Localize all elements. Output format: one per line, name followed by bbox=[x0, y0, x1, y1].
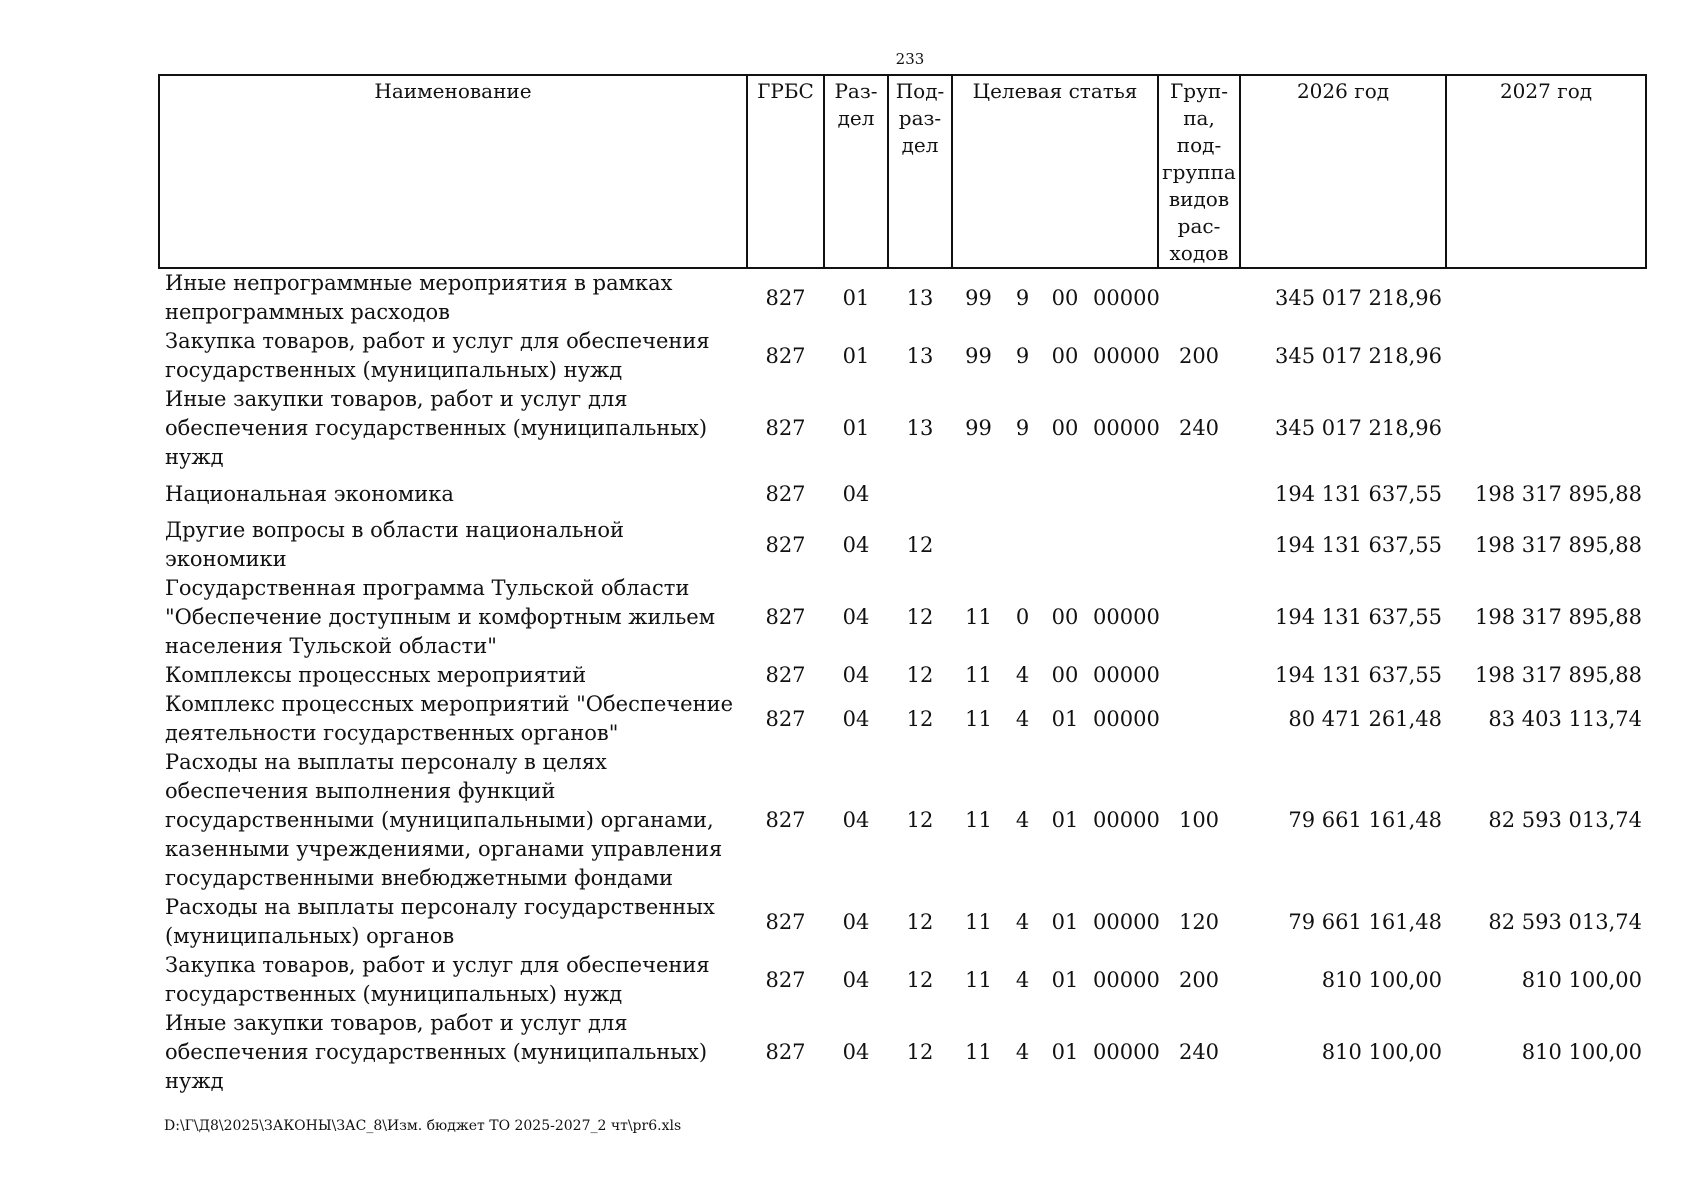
header-year-2027: 2027 год bbox=[1446, 75, 1646, 268]
cell-razdel: 04 bbox=[842, 909, 870, 934]
cell-podrazdel bbox=[888, 472, 952, 516]
cell-grbs: 827 bbox=[765, 605, 806, 629]
cell-grbs: 827 bbox=[765, 532, 806, 557]
cell-amount-2026: 80 471 261,48 bbox=[1288, 706, 1442, 731]
header-razdel-text: Раз- дел bbox=[834, 79, 878, 130]
cell-target-program: 11 bbox=[965, 967, 992, 992]
cell-target-program bbox=[952, 516, 1005, 574]
cell-amount-2026: 194 131 637,55 bbox=[1275, 663, 1442, 687]
cell-podrazdel: 12 bbox=[906, 663, 934, 687]
header-expense-group bbox=[1158, 75, 1240, 268]
cell-target-event: 00 bbox=[1051, 416, 1079, 440]
cell-name: Закупка товаров, работ и услуг для обеспечения государственных (муниципальных) нужд bbox=[165, 329, 710, 382]
cell-amount-2026: 79 661 161,48 bbox=[1288, 909, 1442, 934]
cell-name: Расходы на выплаты персоналу государственных (муниципальных) органов bbox=[165, 895, 715, 948]
cell-podrazdel: 12 bbox=[906, 909, 934, 934]
cell-target-event: 00 bbox=[1051, 663, 1079, 687]
cell-target-program: 11 bbox=[965, 663, 992, 687]
table-row bbox=[159, 690, 1646, 748]
cell-target-direction: 00000 bbox=[1093, 605, 1160, 629]
cell-target-direction bbox=[1090, 472, 1158, 516]
cell-grbs: 827 bbox=[765, 343, 806, 368]
cell-target-event: 01 bbox=[1051, 1040, 1079, 1064]
cell-razdel: 04 bbox=[842, 532, 870, 557]
cell-target-direction bbox=[1090, 516, 1158, 574]
cell-expense-group bbox=[1158, 574, 1240, 661]
cell-target-direction: 00000 bbox=[1093, 1040, 1160, 1064]
cell-name: Иные непрограммные мероприятия в рамках непрограммных расходов bbox=[165, 271, 673, 324]
cell-name: Комплексы процессных мероприятий bbox=[165, 663, 587, 687]
cell-grbs: 827 bbox=[765, 808, 806, 832]
cell-amount-2027 bbox=[1446, 268, 1646, 327]
cell-target-program: 11 bbox=[965, 808, 992, 832]
cell-target-direction: 00000 bbox=[1093, 967, 1160, 992]
cell-grbs: 827 bbox=[765, 481, 806, 506]
cell-target-program: 99 bbox=[965, 416, 992, 440]
cell-razdel: 01 bbox=[842, 416, 870, 440]
cell-target-program: 11 bbox=[965, 1040, 992, 1064]
table-row bbox=[159, 661, 1646, 690]
cell-expense-group: 120 bbox=[1178, 909, 1220, 934]
cell-expense-group: 240 bbox=[1178, 1040, 1220, 1064]
cell-target-program: 11 bbox=[965, 909, 992, 934]
table-row bbox=[159, 385, 1646, 472]
header-podrazdel bbox=[888, 75, 952, 268]
cell-target-program: 11 bbox=[965, 605, 992, 629]
cell-razdel: 04 bbox=[842, 808, 870, 832]
table-row bbox=[159, 268, 1646, 327]
header-grbs: ГРБС bbox=[747, 75, 824, 268]
cell-amount-2026: 194 131 637,55 bbox=[1275, 532, 1442, 557]
header-podrazdel-text: Под- раз- дел bbox=[895, 79, 945, 157]
cell-target-direction: 00000 bbox=[1093, 808, 1160, 832]
cell-expense-group bbox=[1158, 268, 1240, 327]
cell-expense-group bbox=[1158, 690, 1240, 748]
cell-name: Иные закупки товаров, работ и услуг для обеспечения государственных (муниципальных) нужд bbox=[165, 387, 708, 469]
cell-target-direction: 00000 bbox=[1093, 343, 1160, 368]
cell-target-subprogram: 9 bbox=[1015, 343, 1030, 368]
cell-name: Иные закупки товаров, работ и услуг для обеспечения государственных (муниципальных) нужд bbox=[165, 1011, 708, 1093]
cell-amount-2026: 810 100,00 bbox=[1321, 967, 1442, 992]
cell-amount-2027: 198 317 895,88 bbox=[1475, 532, 1642, 557]
cell-target-program: 11 bbox=[965, 706, 992, 731]
cell-target-event: 01 bbox=[1051, 808, 1079, 832]
table-header-row bbox=[159, 75, 1646, 268]
cell-amount-2027 bbox=[1446, 327, 1646, 385]
table-row bbox=[159, 1009, 1646, 1096]
cell-target-direction: 00000 bbox=[1093, 909, 1160, 934]
cell-amount-2026: 194 131 637,55 bbox=[1275, 605, 1442, 629]
cell-name: Национальная экономика bbox=[165, 481, 454, 506]
cell-razdel: 04 bbox=[842, 481, 870, 506]
cell-target-event bbox=[1040, 516, 1090, 574]
cell-name: Закупка товаров, работ и услуг для обеспечения государственных (муниципальных) нужд bbox=[165, 953, 710, 1006]
cell-target-event: 00 bbox=[1051, 285, 1079, 310]
cell-razdel: 04 bbox=[842, 967, 870, 992]
cell-target-subprogram: 9 bbox=[1015, 285, 1030, 310]
cell-target-subprogram bbox=[1005, 516, 1040, 574]
cell-podrazdel: 12 bbox=[906, 808, 934, 832]
cell-podrazdel: 13 bbox=[906, 285, 934, 310]
cell-target-subprogram: 4 bbox=[1015, 967, 1030, 992]
cell-podrazdel: 13 bbox=[906, 416, 934, 440]
cell-razdel: 04 bbox=[842, 706, 870, 731]
cell-target-program: 99 bbox=[965, 343, 992, 368]
cell-target-event: 01 bbox=[1051, 706, 1079, 731]
cell-amount-2026: 194 131 637,55 bbox=[1275, 481, 1442, 506]
table-row bbox=[159, 893, 1646, 951]
cell-expense-group: 200 bbox=[1178, 967, 1220, 992]
cell-target-subprogram: 0 bbox=[1015, 605, 1030, 629]
header-expense-group-text: Груп- па, под- группа видов рас- ходов bbox=[1162, 79, 1236, 265]
cell-target-event bbox=[1040, 472, 1090, 516]
cell-target-direction: 00000 bbox=[1093, 285, 1160, 310]
cell-podrazdel: 12 bbox=[906, 532, 934, 557]
cell-expense-group: 240 bbox=[1178, 416, 1220, 440]
table-row bbox=[159, 951, 1646, 1009]
cell-grbs: 827 bbox=[765, 1040, 806, 1064]
cell-target-program: 99 bbox=[965, 285, 992, 310]
cell-podrazdel: 12 bbox=[906, 605, 934, 629]
cell-grbs: 827 bbox=[765, 909, 806, 934]
cell-podrazdel: 13 bbox=[906, 343, 934, 368]
cell-amount-2027: 198 317 895,88 bbox=[1475, 663, 1642, 687]
cell-razdel: 04 bbox=[842, 663, 870, 687]
cell-grbs: 827 bbox=[765, 967, 806, 992]
cell-amount-2027 bbox=[1446, 385, 1646, 472]
cell-target-program bbox=[952, 472, 1005, 516]
cell-expense-group: 200 bbox=[1178, 343, 1220, 368]
cell-target-subprogram: 4 bbox=[1015, 808, 1030, 832]
cell-amount-2027: 83 403 113,74 bbox=[1488, 706, 1642, 731]
cell-podrazdel: 12 bbox=[906, 1040, 934, 1064]
table-row bbox=[159, 516, 1646, 574]
cell-target-subprogram: 4 bbox=[1015, 663, 1030, 687]
cell-expense-group: 100 bbox=[1178, 808, 1220, 832]
cell-name: Расходы на выплаты персоналу в целях обеспечения выполнения функций государственными (муниципальными) органами, казенными учреждениями, органами управления государственными внебюджетными фондами bbox=[165, 750, 723, 890]
cell-razdel: 01 bbox=[842, 285, 870, 310]
cell-name: Комплекс процессных мероприятий "Обеспечение деятельности государственных органов" bbox=[165, 692, 734, 745]
cell-amount-2026: 345 017 218,96 bbox=[1275, 343, 1442, 368]
cell-amount-2026: 810 100,00 bbox=[1321, 1040, 1442, 1064]
table-row bbox=[159, 327, 1646, 385]
cell-target-subprogram: 4 bbox=[1015, 1040, 1030, 1064]
header-target-article: Целевая статья bbox=[952, 75, 1158, 268]
table-body bbox=[159, 268, 1646, 1096]
cell-grbs: 827 bbox=[765, 706, 806, 731]
file-path-footer: D:\Г\Д8\2025\ЗАКОНЫ\ЗАС_8\Изм. бюджет ТО 2025-2027_2 чт\pr6.xls bbox=[164, 1118, 682, 1134]
cell-grbs: 827 bbox=[765, 663, 806, 687]
cell-expense-group bbox=[1158, 661, 1240, 690]
cell-amount-2027: 810 100,00 bbox=[1521, 967, 1642, 992]
cell-target-direction: 00000 bbox=[1093, 663, 1160, 687]
cell-razdel: 04 bbox=[842, 1040, 870, 1064]
cell-grbs: 827 bbox=[765, 416, 806, 440]
cell-target-subprogram: 4 bbox=[1015, 706, 1030, 731]
header-razdel bbox=[824, 75, 888, 268]
cell-target-direction: 00000 bbox=[1093, 416, 1160, 440]
cell-name: Другие вопросы в области национальной экономики bbox=[165, 518, 624, 571]
cell-amount-2027: 810 100,00 bbox=[1521, 1040, 1642, 1064]
cell-target-event: 01 bbox=[1051, 967, 1079, 992]
cell-amount-2026: 79 661 161,48 bbox=[1288, 808, 1442, 832]
cell-target-subprogram bbox=[1005, 472, 1040, 516]
cell-target-direction: 00000 bbox=[1093, 706, 1160, 731]
cell-target-subprogram: 9 bbox=[1015, 416, 1030, 440]
cell-amount-2027: 82 593 013,74 bbox=[1488, 808, 1642, 832]
cell-expense-group bbox=[1158, 472, 1240, 516]
table-row bbox=[159, 472, 1646, 516]
cell-target-event: 00 bbox=[1051, 343, 1079, 368]
cell-name: Государственная программа Тульской области "Обеспечение доступным и комфортным жильем населения Тульской области" bbox=[165, 576, 716, 658]
cell-target-event: 00 bbox=[1051, 605, 1079, 629]
cell-podrazdel: 12 bbox=[906, 706, 934, 731]
cell-razdel: 04 bbox=[842, 605, 870, 629]
cell-razdel: 01 bbox=[842, 343, 870, 368]
cell-amount-2026: 345 017 218,96 bbox=[1275, 416, 1442, 440]
cell-grbs: 827 bbox=[765, 285, 806, 310]
cell-podrazdel: 12 bbox=[906, 967, 934, 992]
cell-amount-2027: 198 317 895,88 bbox=[1475, 605, 1642, 629]
cell-target-event: 01 bbox=[1051, 909, 1079, 934]
header-name: Наименование bbox=[159, 75, 747, 268]
cell-amount-2027: 82 593 013,74 bbox=[1488, 909, 1642, 934]
header-year-2026: 2026 год bbox=[1240, 75, 1446, 268]
cell-amount-2027: 198 317 895,88 bbox=[1475, 481, 1642, 506]
budget-table bbox=[158, 74, 1647, 1096]
cell-target-subprogram: 4 bbox=[1015, 909, 1030, 934]
cell-expense-group bbox=[1158, 516, 1240, 574]
page-number: 233 bbox=[895, 50, 925, 68]
cell-amount-2026: 345 017 218,96 bbox=[1275, 285, 1442, 310]
table-row bbox=[159, 574, 1646, 661]
table-row bbox=[159, 748, 1646, 893]
